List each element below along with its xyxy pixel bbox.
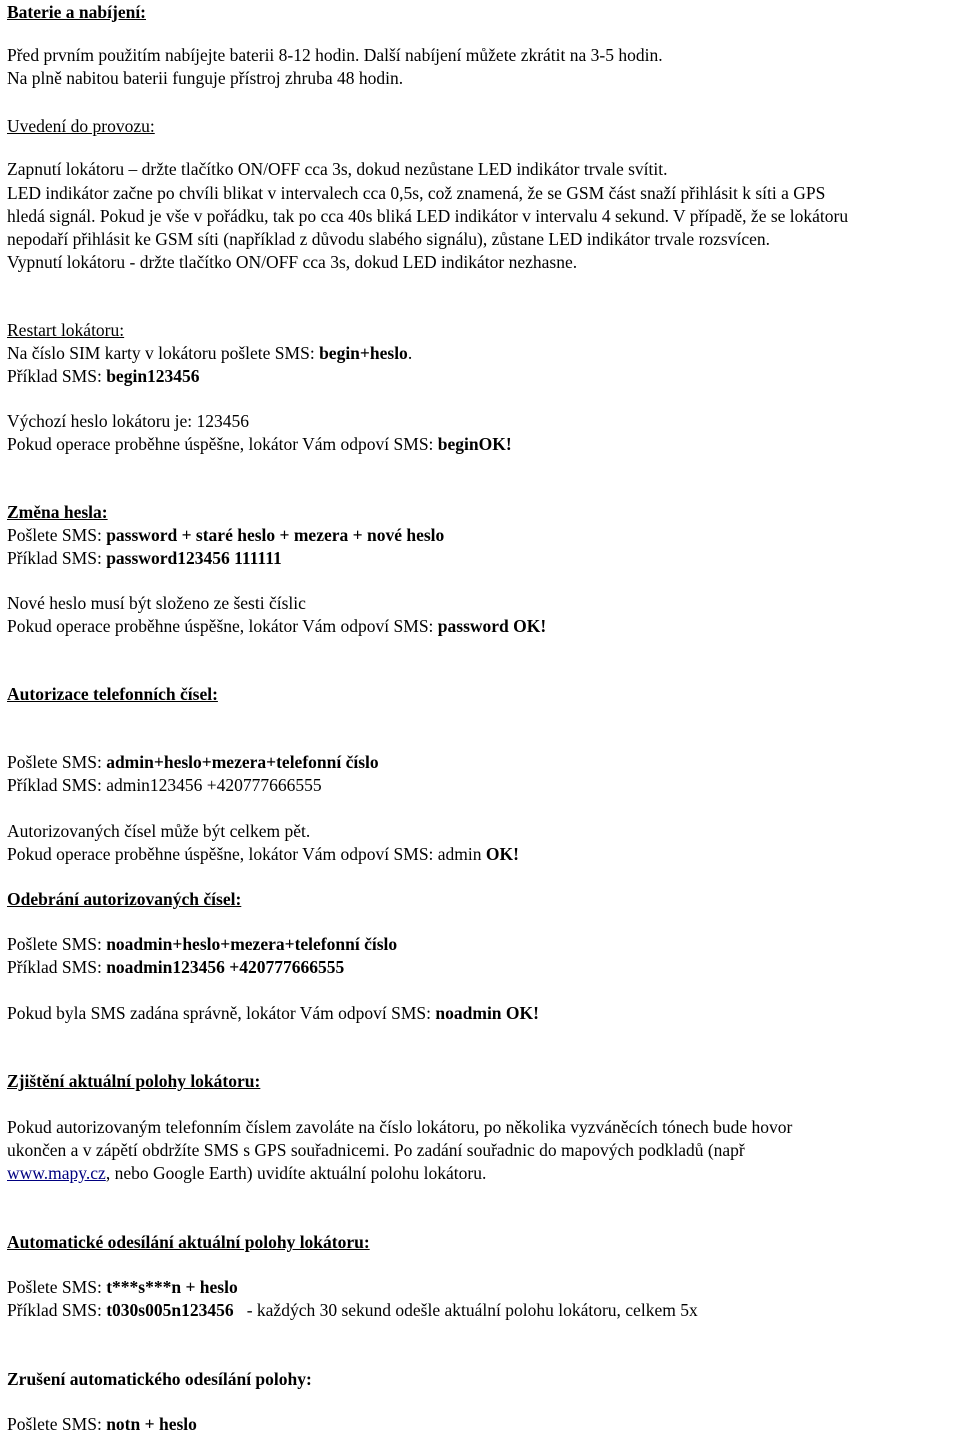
auto-send-line — [7, 1300, 698, 1320]
battery-heading: Baterie a nabíjení: — [7, 2, 147, 22]
sms-command: begin123456 — [106, 366, 200, 386]
text: Pokud operace proběhne úspěšne, lokátor Vám odpoví SMS: — [7, 616, 438, 636]
location-line: ukončen a v zápětí obdržíte SMS s GPS souřadnicemi. Po zadání souřadnic do mapových podkladů (např — [7, 1140, 745, 1160]
text: Příklad SMS: — [7, 366, 107, 386]
battery-line: Před prvním použitím nabíjejte baterii 8-12 hodin. Další nabíjení můžete zkrátit na 3-5 hodin. — [7, 45, 663, 65]
mapy-link[interactable]: www.mapy.cz — [7, 1163, 106, 1183]
authorization-line — [7, 844, 519, 864]
location-line: Pokud autorizovaným telefonním číslem zavoláte na číslo lokátoru, po několika vyzváněcích tónech bude hovor — [7, 1117, 793, 1137]
sms-reply: noadmin OK! — [435, 1003, 539, 1023]
text: Pošlete SMS: — [7, 525, 107, 545]
sms-command: t030s005n123456 — [106, 1300, 234, 1320]
sms-command: noadmin+heslo+mezera+telefonní číslo — [106, 934, 398, 954]
text: , nebo Google Earth) uvidíte aktuální polohu lokátoru. — [105, 1163, 487, 1183]
startup-line: Zapnutí lokátoru – držte tlačítko ON/OFF cca 3s, dokud nezůstane LED indikátor trvale svítit. — [7, 159, 668, 179]
startup-line: LED indikátor začne po chvíli blikat v intervalech cca 0,5s, což znamená, že se GSM část snaží přihlásit k síti a GPS — [7, 183, 826, 203]
restart-line — [7, 366, 200, 386]
text: Pošlete SMS: — [7, 934, 107, 954]
sms-command: password + staré heslo + mezera + nové heslo — [106, 525, 445, 545]
password-change-line: Nové heslo musí být složeno ze šesti číslic — [7, 593, 306, 613]
battery-line: Na plně nabitou baterii funguje přístroj zhruba 48 hodin. — [7, 68, 404, 88]
location-line — [7, 1163, 486, 1183]
text: . — [407, 343, 413, 363]
startup-line: Vypnutí lokátoru - držte tlačítko ON/OFF cca 3s, dokud LED indikátor nezhasne. — [7, 252, 578, 272]
password-change-line — [7, 548, 282, 568]
startup-line: hledá signál. Pokud je vše v pořádku, tak po cca 40s bliká LED indikátor v intervalu 4 sekund. V případě, že se lokátoru — [7, 206, 849, 226]
password-change-heading: Změna hesla: — [7, 502, 108, 522]
sms-command: noadmin123456 +420777666555 — [106, 957, 345, 977]
restart-heading: Restart lokátoru: — [7, 320, 125, 340]
text: Příklad SMS: — [7, 957, 107, 977]
auto-cancel-heading: Zrušení automatického odesílání polohy: — [7, 1369, 312, 1389]
text: Na číslo SIM karty v lokátoru pošlete SMS: — [7, 343, 320, 363]
startup-heading: Uvedení do provozu: — [7, 116, 155, 136]
restart-line — [7, 343, 412, 363]
text: Pokud operace proběhne úspěšne, lokátor Vám odpoví SMS: admin — [7, 844, 486, 864]
authorization-line — [7, 752, 379, 772]
text: Pokud operace proběhne úspěšne, lokátor Vám odpoví SMS: — [7, 434, 438, 454]
text: Pošlete SMS: — [7, 752, 107, 772]
text: Pokud byla SMS zadána správně, lokátor Vám odpoví SMS: — [7, 1003, 436, 1023]
startup-line: nepodaří přihlásit ke GSM síti (například z důvodu slabého signálu), zůstane LED indikátor trvale rozsvícen. — [7, 229, 771, 249]
location-heading: Zjištění aktuální polohy lokátoru: — [7, 1071, 261, 1091]
removal-heading: Odebrání autorizovaných čísel: — [7, 889, 242, 909]
password-change-line — [7, 616, 546, 636]
authorization-heading: Autorizace telefonních čísel: — [7, 684, 218, 704]
sms-command: notn + heslo — [106, 1414, 197, 1434]
text: Pošlete SMS: — [7, 1277, 107, 1297]
password-change-line — [7, 525, 444, 545]
restart-line — [7, 434, 512, 454]
authorization-line: Autorizovaných čísel může být celkem pět. — [7, 821, 311, 841]
sms-command: begin+heslo — [319, 343, 408, 363]
auto-send-heading: Automatické odesílání aktuální polohy lokátoru: — [7, 1232, 370, 1252]
auto-cancel-line — [7, 1414, 197, 1434]
authorization-line: Příklad SMS: admin123456 +420777666555 — [7, 775, 322, 795]
text: Příklad SMS: — [7, 548, 107, 568]
auto-send-line — [7, 1277, 238, 1297]
sms-reply: password OK! — [437, 616, 547, 636]
removal-line — [7, 934, 397, 954]
text: - každých 30 sekund odešle aktuální polohu lokátoru, celkem 5x — [233, 1300, 698, 1320]
sms-command: admin+heslo+mezera+telefonní číslo — [106, 752, 379, 772]
removal-line — [7, 957, 344, 977]
sms-command: t***s***n + heslo — [106, 1277, 238, 1297]
text: Pošlete SMS: — [7, 1414, 107, 1434]
removal-line — [7, 1003, 539, 1023]
restart-line: Výchozí heslo lokátoru je: 123456 — [7, 411, 250, 431]
sms-reply: OK! — [485, 844, 519, 864]
text: Příklad SMS: — [7, 1300, 107, 1320]
sms-command: password123456 111111 — [106, 548, 282, 568]
sms-reply: beginOK! — [437, 434, 512, 454]
